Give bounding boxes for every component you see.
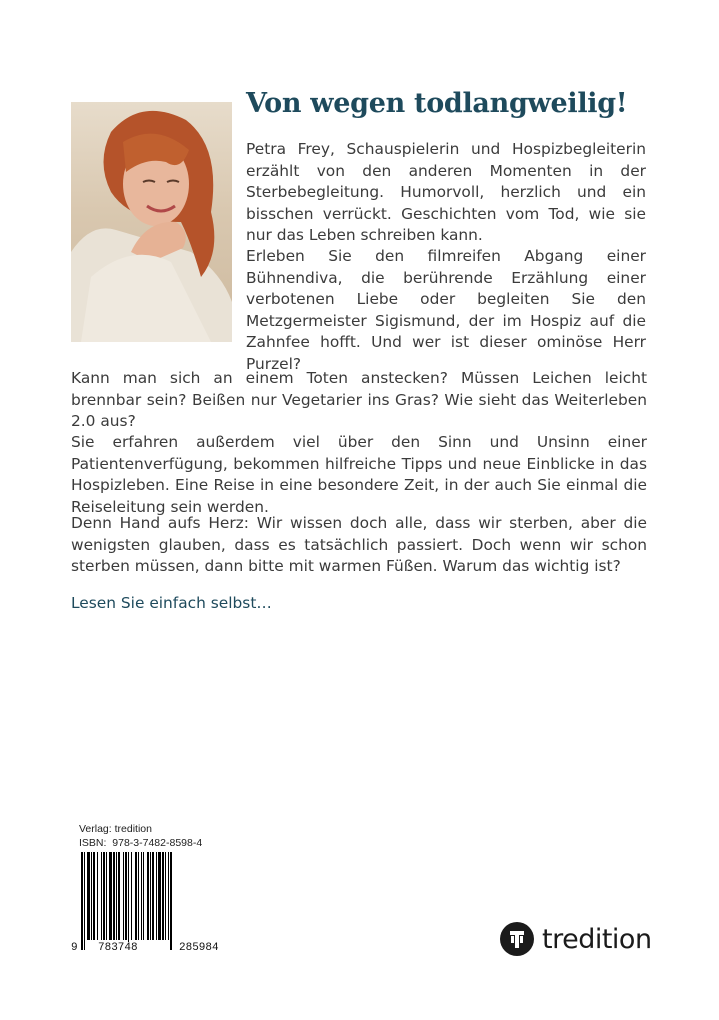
barcode-bar <box>138 852 139 940</box>
book-title: Von wegen todlangweilig! <box>246 88 628 119</box>
barcode-bar <box>116 852 117 940</box>
barcode-bar <box>123 852 124 940</box>
isbn-line <box>79 836 202 850</box>
barcode-bar <box>131 852 132 940</box>
barcode-bar <box>170 852 172 950</box>
blurb-paragraph-5: Denn Hand aufs Herz: Wir wissen doch alle, dass wir sterben, aber die wenigsten glauben, dass es tatsächlich passiert. Doch wenn wir schon sterben müssen, dann bitte mit warmen Füßen. Warum das wichtig ist? <box>71 514 647 575</box>
imprint-block <box>79 822 202 850</box>
barcode-bar <box>97 852 98 940</box>
tredition-logo <box>500 921 652 957</box>
isbn-barcode <box>71 852 246 952</box>
barcode-bar <box>81 852 83 950</box>
barcode-bar <box>128 852 129 950</box>
barcode-bar <box>150 852 151 940</box>
barcode-bar <box>87 852 90 940</box>
blurb-paragraph-2: Erleben Sie den filmreifen Abgang einer Bühnendiva, die berührende Erzählung einer verbotenen Liebe oder begleiten Sie den Metzgermeister Sigismund, der im Hospiz auf die Zahnfee hofft. Und wer ist dieser ominöse Herr Purzel? <box>246 247 646 373</box>
barcode-bar <box>156 852 157 940</box>
barcode-bar <box>101 852 102 940</box>
blurb-paragraph-4: Sie erfahren außerdem viel über den Sinn und Unsinn einer Patientenverfügung, bekommen hilfreiche Tipps und neue Einblicke in das Hospizleben. Eine Reise in eine besondere Zeit, in der auch Sie einmal die Reiseleitung sein werden. <box>71 433 647 516</box>
barcode-bar <box>165 852 166 940</box>
barcode-bar <box>162 852 164 940</box>
barcode-bar <box>143 852 144 940</box>
isbn-value: 978-3-7482-8598-4 <box>112 837 203 849</box>
closing-line: Lesen Sie einfach selbst… <box>71 594 272 612</box>
tredition-logo-text: tredition <box>542 923 652 955</box>
blurb-paragraph-1: Petra Frey, Schauspielerin und Hospizbegleiterin erzählt von den anderen Momenten in der Sterbebegleitung. Humorvoll, herzlich und ein bisschen verrückt. Geschichten vom Tod, wie sie nur das Leben schreiben kann. <box>246 140 646 244</box>
barcode-bar <box>168 852 169 940</box>
barcode-bar <box>106 852 107 940</box>
barcode-bar <box>152 852 154 940</box>
barcode-bar <box>91 852 92 940</box>
barcode-digits-left: 783748 <box>98 942 138 954</box>
barcode-bar <box>141 852 142 940</box>
barcode-bar <box>93 852 95 940</box>
barcode-bar <box>118 852 120 940</box>
barcode-bar <box>84 852 85 950</box>
barcode-digits-right: 285984 <box>179 942 219 954</box>
barcode-bar <box>113 852 115 940</box>
publisher-line: Verlag: tredition <box>79 823 152 835</box>
isbn-label: ISBN: <box>79 837 107 849</box>
tredition-logo-icon <box>500 922 534 956</box>
barcode-bar <box>103 852 105 940</box>
author-portrait <box>71 102 232 342</box>
portrait-illustration <box>71 102 232 342</box>
barcode-digit-first: 9 <box>71 942 78 954</box>
barcode-bar <box>125 852 127 940</box>
barcode-bar <box>147 852 149 940</box>
barcode-bar <box>135 852 137 940</box>
barcode-bar <box>109 852 112 940</box>
blurb-paragraph-3: Kann man sich an einem Toten anstecken? Müssen Leichen leicht brennbar sein? Beißen nur Vegetarier ins Gras? Wie sieht das Weiterleben 2.0 aus? <box>71 369 647 430</box>
barcode-bar <box>158 852 161 940</box>
